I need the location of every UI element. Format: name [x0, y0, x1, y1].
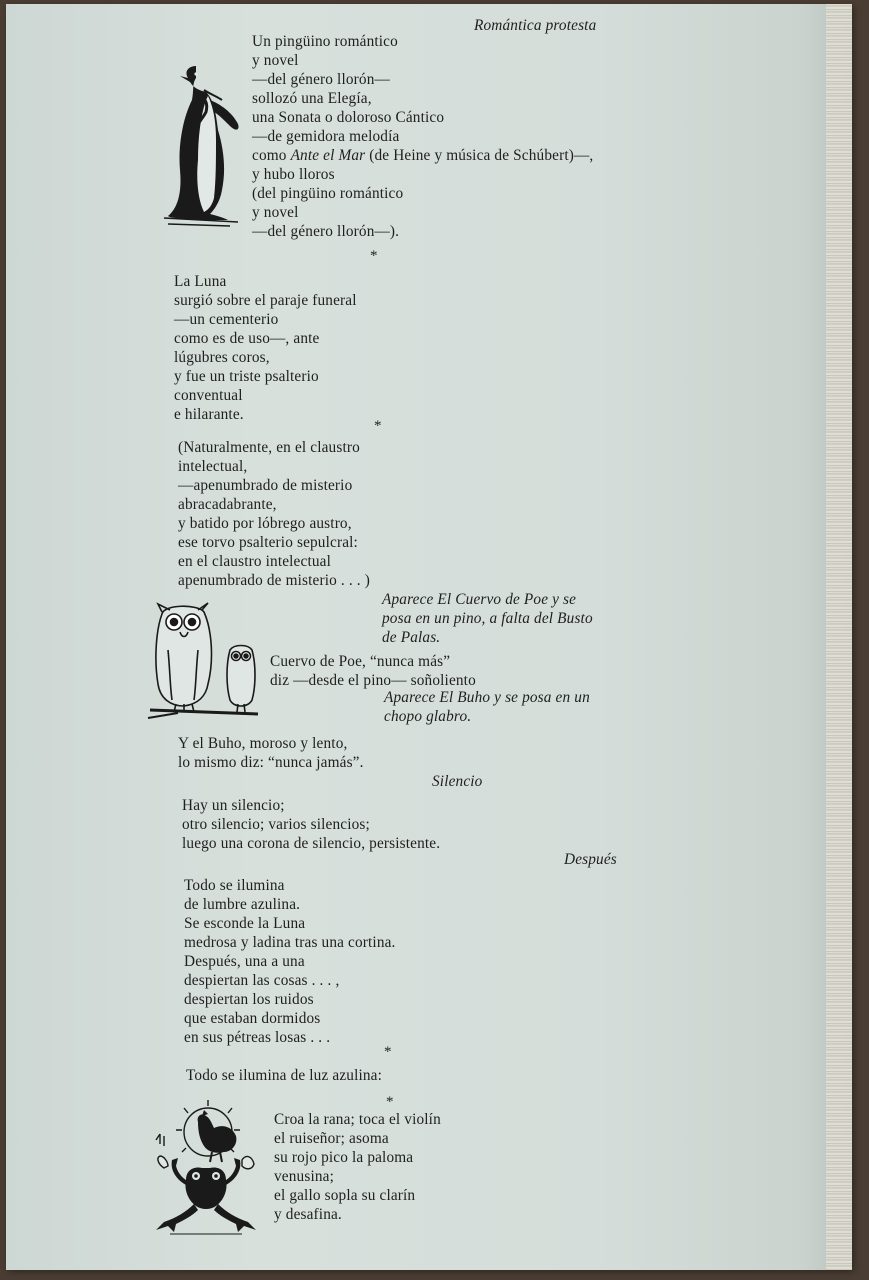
stage-line: Aparece El Buho y se posa en un	[384, 689, 590, 706]
verse-line: y hubo lloros	[252, 166, 335, 183]
penguin-icon	[158, 60, 248, 228]
verse-line: el ruiseñor; asoma	[274, 1130, 389, 1147]
verse-line: venusina;	[274, 1168, 334, 1185]
stanza-despues	[184, 876, 396, 1047]
verse-line: en sus pétreas losas . . .	[184, 1029, 331, 1046]
verse-line: abracadabrante,	[178, 496, 277, 513]
verse-line: Después, una a una	[184, 953, 305, 970]
verse-line: en el claustro intelectual	[178, 553, 331, 570]
verse-line: Se esconde la Luna	[184, 915, 306, 932]
asterisk-divider: *	[370, 248, 378, 264]
book-page	[6, 4, 852, 1270]
stanza-cuervo	[270, 652, 476, 690]
verse-line: —un cementerio	[174, 311, 279, 328]
verse-line: —apenumbrado de misterio	[178, 477, 353, 494]
section-label-silencio: Silencio	[432, 773, 483, 790]
stage-direction-buho	[384, 688, 590, 726]
verse-line: y fue un triste psalterio	[174, 368, 319, 385]
verse-line: —de gemidora melodía	[252, 128, 400, 145]
poem-title: Romántica protesta	[474, 17, 597, 34]
stanza-claustro	[178, 438, 370, 590]
verse-line: apenumbrado de misterio . . . )	[178, 572, 370, 589]
stage-line: chopo glabro.	[384, 708, 472, 725]
section-label-despues: Después	[564, 851, 617, 868]
stage-line: posa en un pino, a falta del Busto	[382, 610, 593, 627]
stanza-penguin	[252, 32, 593, 241]
verse-line-como: como Ante el Mar (de Heine y música de Schúbert)—,	[252, 147, 594, 164]
stage-line: Aparece El Cuervo de Poe y se	[382, 591, 577, 608]
verse-line: Y el Buho, moroso y lento,	[178, 735, 348, 752]
asterisk-divider: *	[386, 1094, 394, 1110]
verse-line: conventual	[174, 387, 243, 404]
verse-line: surgió sobre el paraje funeral	[174, 292, 357, 309]
stanza-silencio	[182, 796, 440, 853]
verse-line: despiertan las cosas . . . ,	[184, 972, 340, 989]
verse-line: y batido por lóbrego austro,	[178, 515, 352, 532]
asterisk-divider: *	[374, 418, 382, 434]
stage-line: de Palas.	[382, 629, 441, 646]
verse-line: Hay un silencio;	[182, 797, 285, 814]
stanza-luna	[174, 272, 357, 424]
verse-line: y novel	[252, 204, 299, 221]
owls-icon	[148, 600, 258, 722]
frog-rooster-icon	[146, 1094, 266, 1244]
verse-line: La Luna	[174, 273, 227, 290]
verse-line: Cuervo de Poe, “nunca más”	[270, 653, 451, 670]
verse-line: que estaban dormidos	[184, 1010, 321, 1027]
verse-line: el gallo sopla su clarín	[274, 1187, 416, 1204]
verse-line: como es de uso—, ante	[174, 330, 320, 347]
verse-line: lúgubres coros,	[174, 349, 270, 366]
stanza-buho	[178, 734, 364, 772]
verse-line: intelectual,	[178, 458, 248, 475]
stage-direction-cuervo	[382, 590, 593, 647]
verse-line: despiertan los ruidos	[184, 991, 314, 1008]
verse-line: Un pingüino romántico	[252, 33, 398, 50]
verse-line: ese torvo psalterio sepulcral:	[178, 534, 358, 551]
verse-line: e hilarante.	[174, 406, 244, 423]
verse-line: —del género llorón—).	[252, 223, 400, 240]
verse-line: medrosa y ladina tras una cortina.	[184, 934, 396, 951]
verse-line: sollozó una Elegía,	[252, 90, 372, 107]
verse-line: y novel	[252, 52, 299, 69]
verse-line: otro silencio; varios silencios;	[182, 816, 370, 833]
verse-line: una Sonata o doloroso Cántico	[252, 109, 445, 126]
verse-line: su rojo pico la paloma	[274, 1149, 414, 1166]
verse-line: Croa la rana; toca el violín	[274, 1111, 441, 1128]
verse-line: lo mismo diz: “nunca jamás”.	[178, 754, 364, 771]
verse-line: luego una corona de silencio, persistente.	[182, 835, 441, 852]
verse-line: y desafina.	[274, 1206, 342, 1223]
asterisk-divider: *	[384, 1044, 392, 1060]
stanza-final	[274, 1110, 441, 1224]
verse-line: de lumbre azulina.	[184, 896, 301, 913]
verse-line: —del género llorón—	[252, 71, 390, 88]
verse-line: (Naturalmente, en el claustro	[178, 439, 360, 456]
verse-line-azulina: Todo se ilumina de luz azulina:	[186, 1067, 383, 1084]
verse-line: (del pingüino romántico	[252, 185, 404, 202]
verse-line: diz —desde el pino— soñoliento	[270, 672, 476, 689]
verse-line: Todo se ilumina	[184, 877, 285, 894]
